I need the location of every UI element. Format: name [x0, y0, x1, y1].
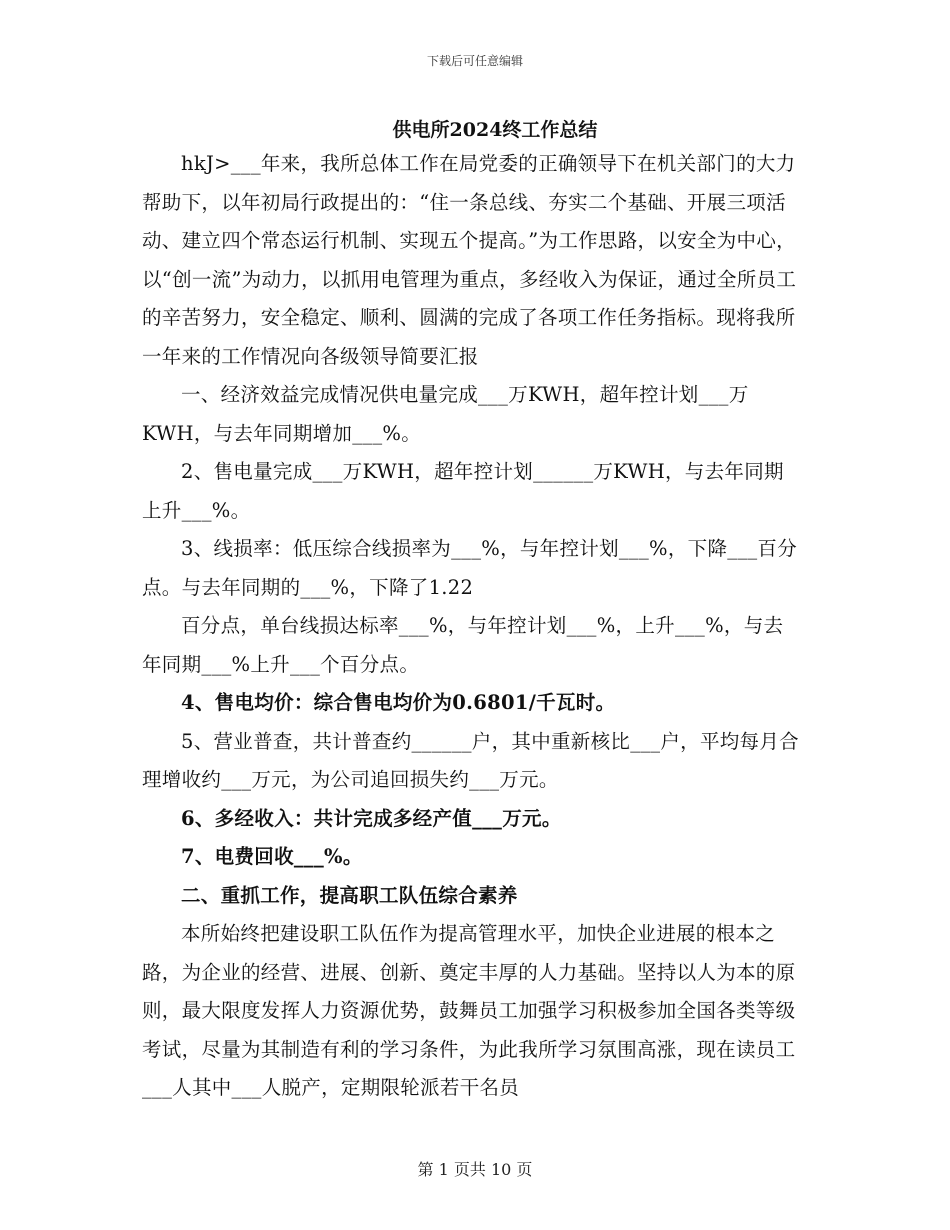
paragraph-business-survey: 5、营业普查，共计普查约______户，其中重新核比___户，平均每月合理增收约___万元，为公司追回损失约___万元。: [142, 729, 799, 791]
paragraph-economic-benefit: 一、经济效益完成情况供电量完成___万KWH，超年控计划___万KWH，与去年同期增加___%。: [142, 383, 749, 445]
page-footer: 第 1 页共 10 页: [417, 1160, 533, 1179]
paragraph-sales-volume: 2、售电量完成___万KWH，超年控计划______万KWH，与去年同期上升___%。: [142, 460, 784, 522]
document-title: 供电所2024终工作总结: [392, 119, 598, 141]
paragraph-intro: hkJ>___年来，我所总体工作在局党委的正确领导下在机关部门的大力帮助下，以年初局行政提出的：“住一条总线、夯实二个基础、开展三项活动、建立四个常态运行机制、实现五个提高。”为工作思路，以安全为中心，以“创一流”为动力，以抓用电管理为重点，多经收入为保证，通过全所员工的辛苦努力，安全稳定、顺利、圆满的完成了各项工作任务指标。现将我所一年来的工作情况向各级领导简要汇报: [142, 152, 797, 368]
paragraph-fee-recovery: 7、电费回收___%。: [181, 845, 363, 868]
section-heading-staff-quality: 二、重抓工作，提高职工队伍综合素养: [181, 883, 518, 907]
paragraph-average-price: 4、售电均价：综合售电均价为0.6801/千瓦时。: [181, 691, 616, 714]
paragraph-line-loss: 3、线损率：低压综合线损率为___%，与年控计划___%，下降___百分点。与去年同期的___%，下降了1.22: [142, 537, 798, 599]
paragraph-staff-building: 本所始终把建设职工队伍作为提高管理水平，加快企业进展的根本之路，为企业的经营、进展、创新、奠定丰厚的人力基础。坚持以人为本的原则，最大限度发挥人力资源优势，鼓舞员工加强学习积极参加全国各类等级考试，尽量为其制造有利的学习条件，为此我所学习氛围高涨，现在读员工___人其中___人脱产，定期限轮派若干名员: [142, 922, 796, 1099]
paragraph-line-loss-continued: 百分点，单台线损达标率___%，与年控计划___%，上升___%，与去年同期___%上升___个百分点。: [142, 614, 784, 676]
paragraph-diversified-income: 6、多经收入：共计完成多经产值___万元。: [181, 806, 562, 830]
document-body: [142, 145, 802, 1108]
header-note: 下载后可任意编辑: [426, 54, 523, 68]
